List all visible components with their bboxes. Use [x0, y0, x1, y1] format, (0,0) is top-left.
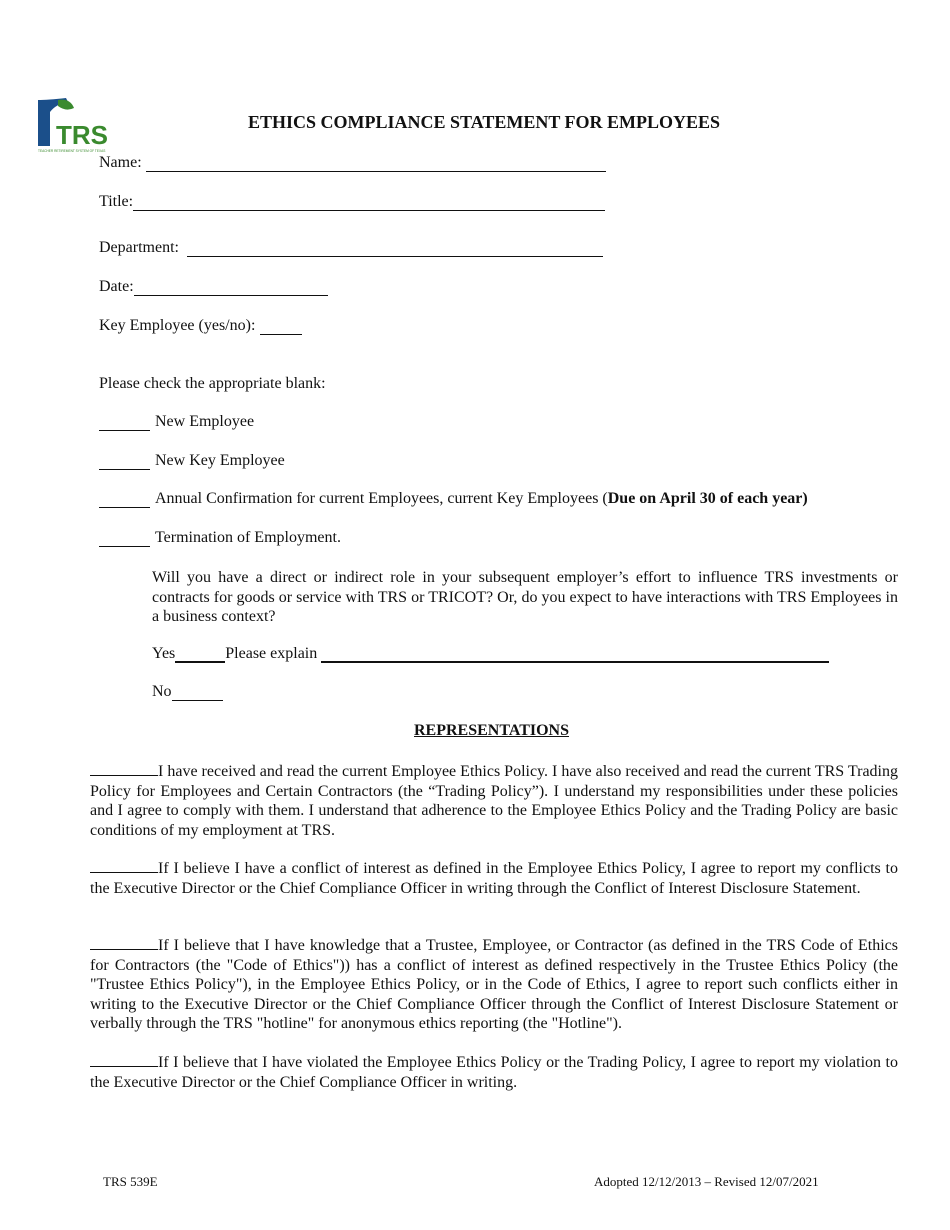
name-input-line[interactable] [146, 155, 606, 172]
name-label: Name: [99, 154, 142, 171]
representation-2-initials[interactable] [90, 858, 158, 873]
annual-due-date: Due on April 30 of each year) [607, 490, 808, 507]
title-field [99, 193, 605, 211]
page-title: ETHICS COMPLIANCE STATEMENT FOR EMPLOYEES [248, 112, 721, 132]
no-blank[interactable] [172, 684, 223, 701]
key-employee-input-line[interactable] [260, 318, 302, 335]
option-new-key-employee [99, 452, 285, 470]
yes-blank[interactable] [175, 645, 225, 663]
department-field [99, 239, 603, 257]
title-label: Title: [99, 193, 134, 210]
instruction-text: Please check the appropriate blank: [99, 375, 326, 392]
representation-1-initials[interactable] [90, 761, 158, 776]
termination-blank[interactable] [99, 530, 150, 547]
representation-3-initials[interactable] [90, 935, 158, 950]
option-new-employee [99, 413, 254, 431]
new-key-employee-blank[interactable] [99, 453, 150, 470]
representation-2-text: If I believe I have a conflict of interest as defined in the Employee Ethics Policy, I agree to report my conflicts to the Executive Director or the Chief Compliance Officer in writing through the Conflict of Interest Disclosure Statement. [90, 860, 898, 897]
yes-label: Yes [152, 645, 176, 662]
representation-1 [90, 761, 898, 840]
representation-3 [90, 935, 898, 1034]
footer-revision: Adopted 12/12/2013 – Revised 12/07/2021 [594, 1174, 819, 1189]
annual-confirmation-blank[interactable] [99, 491, 150, 508]
representation-4 [90, 1052, 898, 1092]
department-label: Department: [99, 239, 179, 256]
option-termination [99, 529, 341, 547]
new-employee-label: New Employee [155, 413, 255, 430]
svg-text:TRS: TRS [56, 120, 108, 150]
representation-4-text: If I believe that I have violated the Employee Ethics Policy or the Trading Policy, I agree to report my violation to the Executive Director or the Chief Compliance Officer in writing. [90, 1054, 898, 1091]
trs-logo [36, 98, 108, 154]
termination-question: Will you have a direct or indirect role in your subsequent employer’s effort to influence TRS investments or contracts for goods or service with TRS or TRICOT? Or, do you expect to have interactions with TRS Employees in a business context? [152, 569, 898, 625]
key-employee-label: Key Employee (yes/no): [99, 317, 256, 334]
name-field [99, 154, 606, 172]
representation-4-initials[interactable] [90, 1052, 158, 1067]
representation-3-text: If I believe that I have knowledge that a Trustee, Employee, or Contractor (as defined in the TRS Code of Ethics for Contractors (the "Code of Ethics")) has a conflict of interest as defined respectively in the Trustee Ethics Policy (the "Trustee Ethics Policy"), in the Employee Ethics Policy, or in the Code of Ethics, I agree to report such conflicts either in writing to the Executive Director or the Chief Compliance Officer through the Conflict of Interest Disclosure Statement or verbally through the TRS "hotline" for anonymous ethics reporting (the "Hotline"). [90, 937, 898, 1032]
annual-confirmation-label: Annual Confirmation for current Employees, current Key Employees ( [155, 490, 608, 507]
no-field [152, 683, 223, 701]
new-employee-blank[interactable] [99, 414, 150, 431]
trs-logo-mark [36, 98, 108, 154]
department-input-line[interactable] [187, 240, 603, 257]
please-explain-label: Please explain [225, 645, 318, 662]
yes-field [152, 645, 829, 663]
termination-label: Termination of Employment. [155, 529, 341, 546]
representation-2 [90, 858, 898, 898]
svg-text:TEACHER RETIREMENT SYSTEM OF T: TEACHER RETIREMENT SYSTEM OF TEXAS [38, 149, 106, 153]
key-employee-field [99, 317, 302, 335]
date-label: Date: [99, 278, 134, 295]
new-key-employee-label: New Key Employee [155, 452, 285, 469]
footer-form-number: TRS 539E [103, 1174, 158, 1189]
no-label: No [152, 683, 172, 700]
date-field [99, 278, 328, 296]
explain-input-line[interactable] [321, 645, 829, 663]
date-input-line[interactable] [134, 279, 328, 296]
option-annual-confirmation [99, 490, 808, 508]
representation-1-text: I have received and read the current Employee Ethics Policy. I have also received and read the current TRS Trading Policy for Employees and Certain Contractors (the “Trading Policy”). I understand my responsibilities under these policies and I agree to comply with them. I understand that adherence to the Employee Ethics Policy and the Trading Policy are basic conditions of my employment at TRS. [90, 763, 898, 839]
representations-heading: REPRESENTATIONS [414, 722, 569, 739]
title-input-line[interactable] [133, 194, 605, 211]
